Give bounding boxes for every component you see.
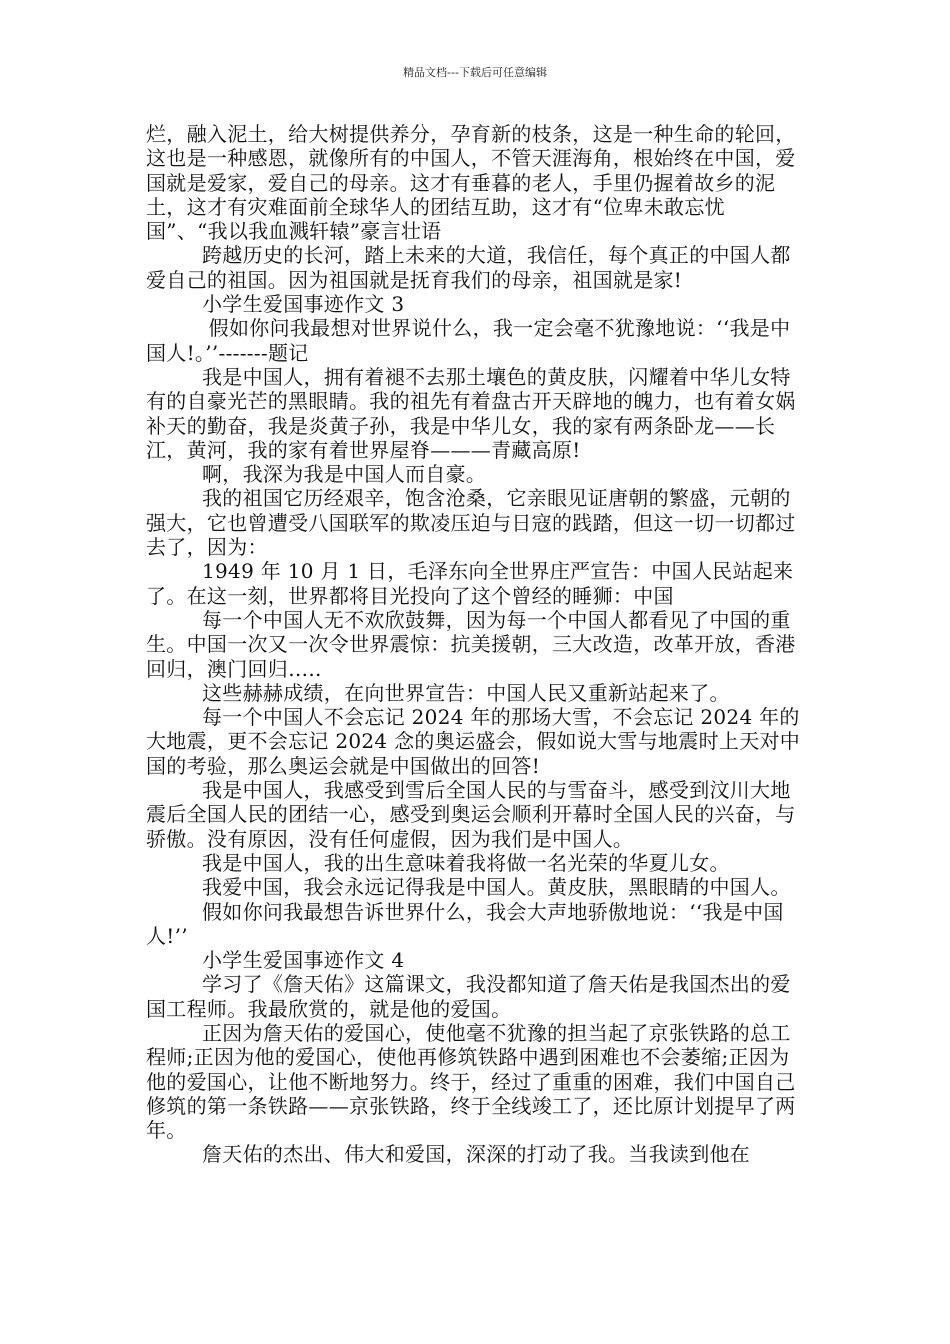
paragraph-10: 这些赫赫成绩，在向世界宣告：中国人民又重新站起来了。 bbox=[202, 680, 730, 705]
paragraph-2: 跨越历史的长河，踏上未来的大道，我信任，每个真正的中国人都爱自己的祖国。因为祖国就是抚育我们的母亲，祖国就是家! bbox=[146, 243, 791, 292]
paragraph-11: 每一个中国人不会忘记 2024 年的那场大雪，不会忘记 2024 年的大地震，更不会忘记 2024 念的奥运盛会，假如说大雪与地震时上天对中国的考验，那么奥运会就是中国做出的回答! bbox=[146, 705, 801, 778]
paragraph-17: 学习了《詹天佑》这篇课文，我没都知道了詹天佑是我国杰出的爱国工程师。我最欣赏的，就是他的爱国。 bbox=[146, 972, 791, 1021]
paragraph-19: 詹天佑的杰出、伟大和爱国，深深的打动了我。当我读到他在 bbox=[202, 1142, 751, 1167]
epigraph: 假如你问我最想对世界说什么，我一定会毫不犹豫地说：‘‘我是中国人!。’’-------题记 bbox=[146, 316, 791, 365]
paragraph-12: 我是中国人，我感受到雪后全国人民的与雪奋斗，感受到汶川大地震后全国人民的团结一心，感受到奥运会顺利开幕时全国人民的兴奋，与骄傲。没有原因，没有任何虚假，因为我们是中国人。 bbox=[146, 778, 796, 851]
paragraph-13: 我是中国人，我的出生意味着我将做一名光荣的华夏儿女。 bbox=[202, 850, 730, 875]
page-header: 精品文档---下载后可任意编辑 bbox=[403, 66, 547, 79]
paragraph-7: 我的祖国它历经艰辛，饱含沧桑，它亲眼见证唐朝的繁盛，元朝的强大，它也曾遭受八国联军的欺凌压迫与日寇的践踏，但这一切一切都过去了，因为： bbox=[146, 486, 796, 560]
paragraph-1: 烂，融入泥土，给大树提供养分，孕育新的枝条，这是一种生命的轮回，这也是一种感恩，就像所有的中国人，不管天涯海角，根始终在中国，爱国就是爱家，爱自己的母亲。这才有垂暮的老人，手里仍握着故乡的泥土，这才有灾难面前全球华人的团结互助，这才有“位卑未敢忘忧国”、“我以我血溅轩辕”豪言壮语 bbox=[146, 122, 796, 244]
paragraph-14: 我爱中国，我会永远记得我是中国人。黄皮肤，黑眼睛的中国人。 bbox=[202, 875, 791, 900]
paragraph-6: 啊，我深为我是中国人而自豪。 bbox=[202, 462, 487, 487]
paragraph-5: 我是中国人，拥有着褪不去那土壤色的黄皮肤，闪耀着中华儿女特有的自豪光芒的黑眼睛。我的祖先有着盘古开天辟地的魄力，也有着女娲补天的勤奋，我是炎黄子孙，我是中华儿女，我的家有两条卧龙——长江，黄河，我的家有着世界屋脊———青藏高原! bbox=[146, 364, 796, 462]
paragraph-8: 1949 年 10 月 1 日，毛泽东向全世界庄严宣告：中国人民站起来了。在这一刻，世界都将目光投向了这个曾经的睡狮：中国 bbox=[146, 559, 794, 608]
paragraph-9: 每一个中国人无不欢欣鼓舞，因为每一个中国人都看见了中国的重生。中国一次又一次令世界震惊：抗美援朝，三大改造，改革开放，香港回归，澳门回归….. bbox=[146, 607, 796, 681]
paragraph-18: 正因为詹天佑的爱国心，使他毫不犹豫的担当起了京张铁路的总工程师;正因为他的爱国心，使他再修筑铁路中遇到困难也不会萎缩;正因为他的爱国心，让他不断地努力。终于，经过了重重的困难，我们中国自己修筑的第一条铁路——京张铁路，终于全线竣工了，还比原计划提早了两年。 bbox=[146, 1020, 796, 1143]
document-body bbox=[146, 122, 806, 1167]
section-heading-3: 小学生爱国事迹作文 3 bbox=[202, 292, 405, 317]
section-heading-4: 小学生爱国事迹作文 4 bbox=[202, 948, 405, 973]
paragraph-15: 假如你问我最想告诉世界什么，我会大声地骄傲地说：‘‘我是中国人!’’ bbox=[146, 899, 784, 948]
